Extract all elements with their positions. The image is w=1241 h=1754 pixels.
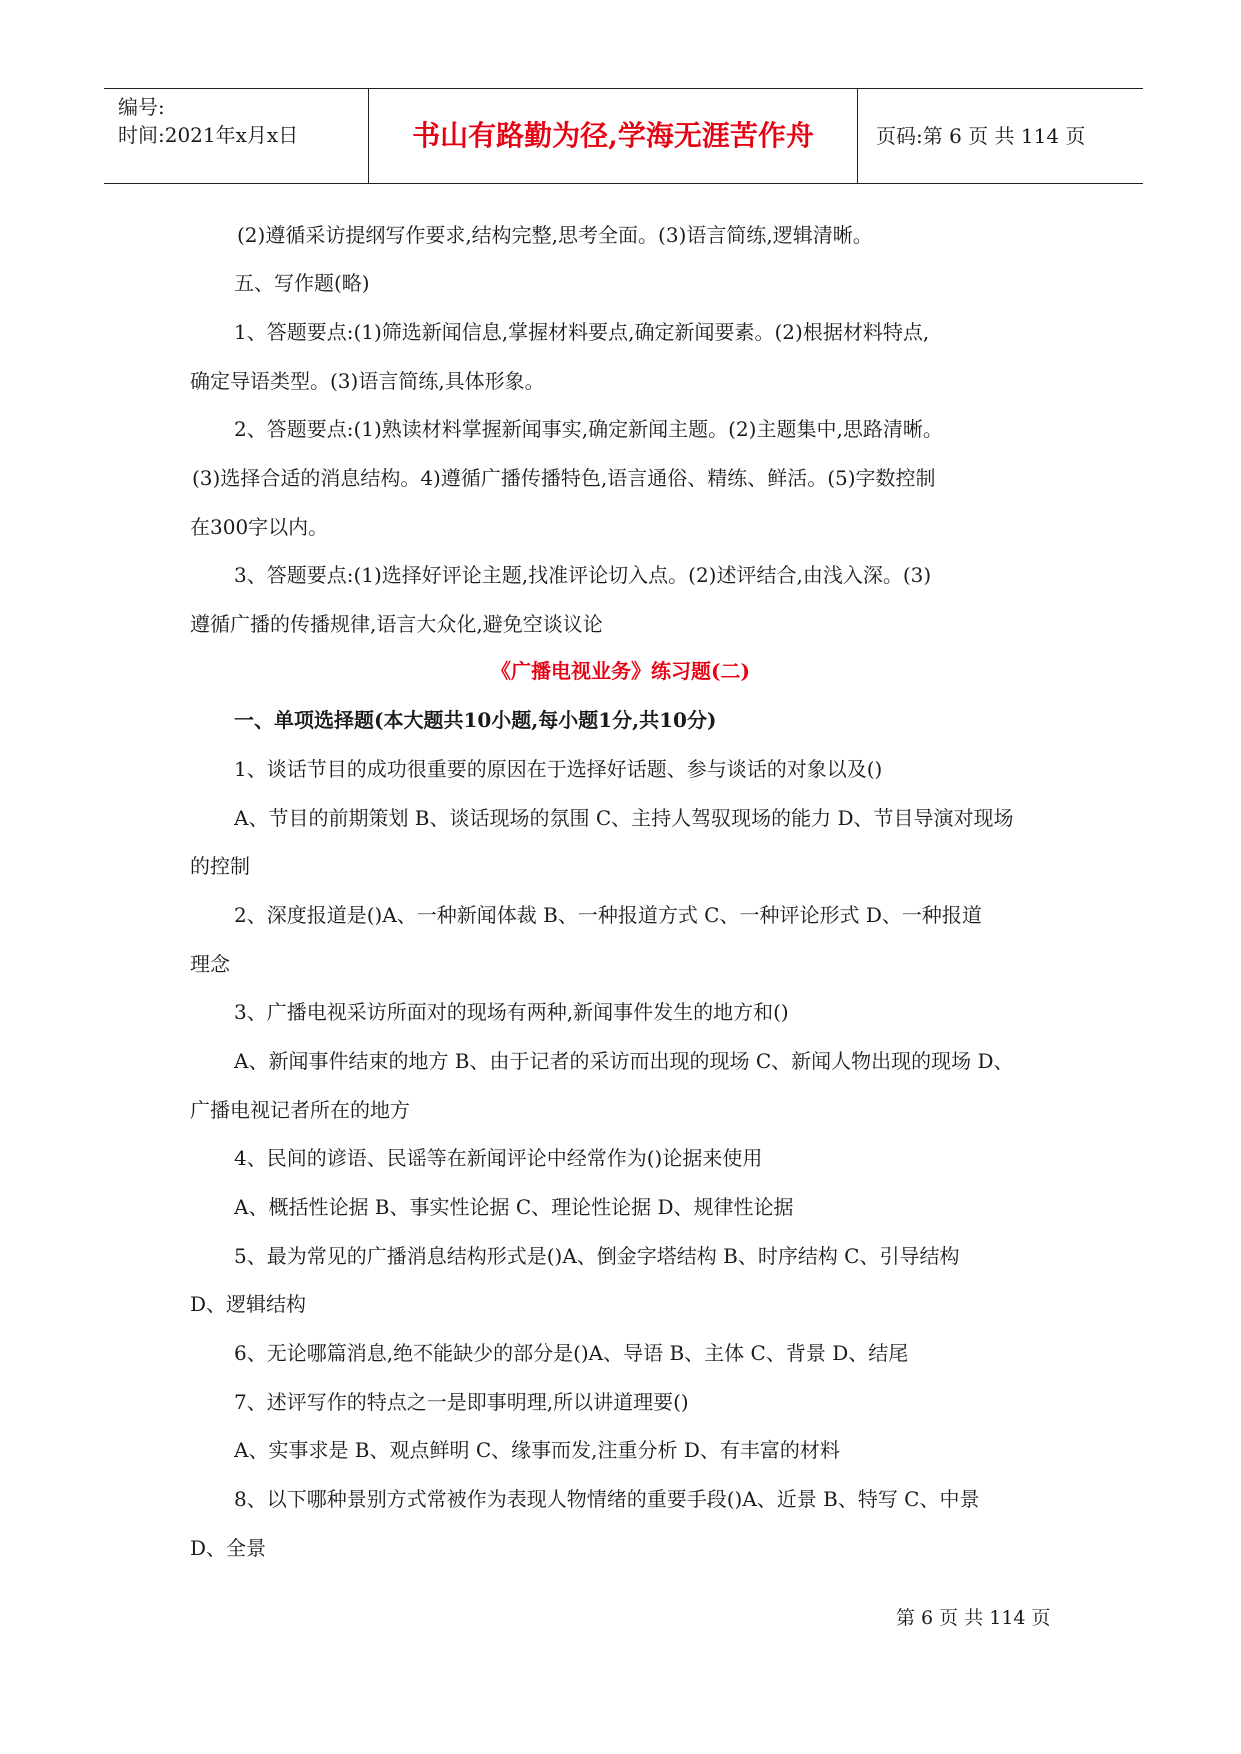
text-line: 3、答题要点:(1)选择好评论主题,找准评论切入点。(2)述评结合,由浅入深。(3) <box>234 563 932 587</box>
question-line: 5、最为常见的广播消息结构形式是()A、倒金字塔结构 B、时序结构 C、引导结构 <box>234 1244 960 1268</box>
question-line: 8、以下哪种景别方式常被作为表现人物情绪的重要手段()A、近景 B、特写 C、中景 <box>234 1487 980 1511</box>
text-line: 1、答题要点:(1)筛选新闻信息,掌握材料要点,确定新闻要素。(2)根据材料特点, <box>234 320 930 344</box>
text-line: 遵循广播的传播规律,语言大众化,避免空谈议论 <box>190 612 603 636</box>
text-line: (2)遵循采访提纲写作要求,结构完整,思考全面。(3)语言简练,逻辑清晰。 <box>237 223 873 247</box>
page-code: 页码:第 6 页 共 114 页 <box>876 124 1086 148</box>
question-line: 2、深度报道是()A、一种新闻体裁 B、一种报道方式 C、一种评论形式 D、一种报道 <box>234 903 982 927</box>
motto-text: 书山有路勤为径,学海无涯苦作舟 <box>412 119 814 152</box>
question-line: 1、谈话节目的成功很重要的原因在于选择好话题、参与谈话的对象以及() <box>234 757 883 781</box>
question-line: D、逻辑结构 <box>190 1292 307 1316</box>
text-line: 确定导语类型。(3)语言简练,具体形象。 <box>190 369 545 393</box>
exercise-title: 《广播电视业务》练习题(二) <box>491 659 750 683</box>
question-line: A、实事求是 B、观点鲜明 C、缘事而发,注重分析 D、有丰富的材料 <box>234 1438 840 1462</box>
page-footer: 第 6 页 共 114 页 <box>896 1607 1051 1629</box>
question-line: D、全景 <box>190 1536 267 1560</box>
section-heading: 五、写作题(略) <box>234 271 370 295</box>
question-line: A、节目的前期策划 B、谈话现场的氛围 C、主持人驾驭现场的能力 D、节目导演对现场 <box>234 806 1014 830</box>
question-line: 3、广播电视采访所面对的现场有两种,新闻事件发生的地方和() <box>234 1000 789 1024</box>
time-label: 时间:2021年x月x日 <box>118 123 299 147</box>
question-line: 广播电视记者所在的地方 <box>190 1098 410 1122</box>
question-line: 理念 <box>190 952 230 976</box>
text-line: 2、答题要点:(1)熟读材料掌握新闻事实,确定新闻主题。(2)主题集中,思路清晰。 <box>234 417 943 441</box>
question-line: 的控制 <box>190 854 250 878</box>
text-line: (3)选择合适的消息结构。4)遵循广播传播特色,语言通俗、精练、鲜活。(5)字数控制 <box>192 466 936 490</box>
question-line: 4、民间的谚语、民谣等在新闻评论中经常作为()论据来使用 <box>234 1146 763 1170</box>
question-line: 7、述评写作的特点之一是即事明理,所以讲道理要() <box>234 1390 689 1414</box>
question-line: A、新闻事件结束的地方 B、由于记者的采访而出现的现场 C、新闻人物出现的现场 D、 <box>234 1049 1014 1073</box>
question-line: 6、无论哪篇消息,绝不能缺少的部分是()A、导语 B、主体 C、背景 D、结尾 <box>234 1341 909 1365</box>
question-line: A、概括性论据 B、事实性论据 C、理论性论据 D、规律性论据 <box>234 1195 794 1219</box>
number-label: 编号: <box>118 95 165 119</box>
section-heading: 一、单项选择题(本大题共10小题,每小题1分,共10分) <box>234 708 717 732</box>
text-line: 在300字以内。 <box>190 515 329 539</box>
